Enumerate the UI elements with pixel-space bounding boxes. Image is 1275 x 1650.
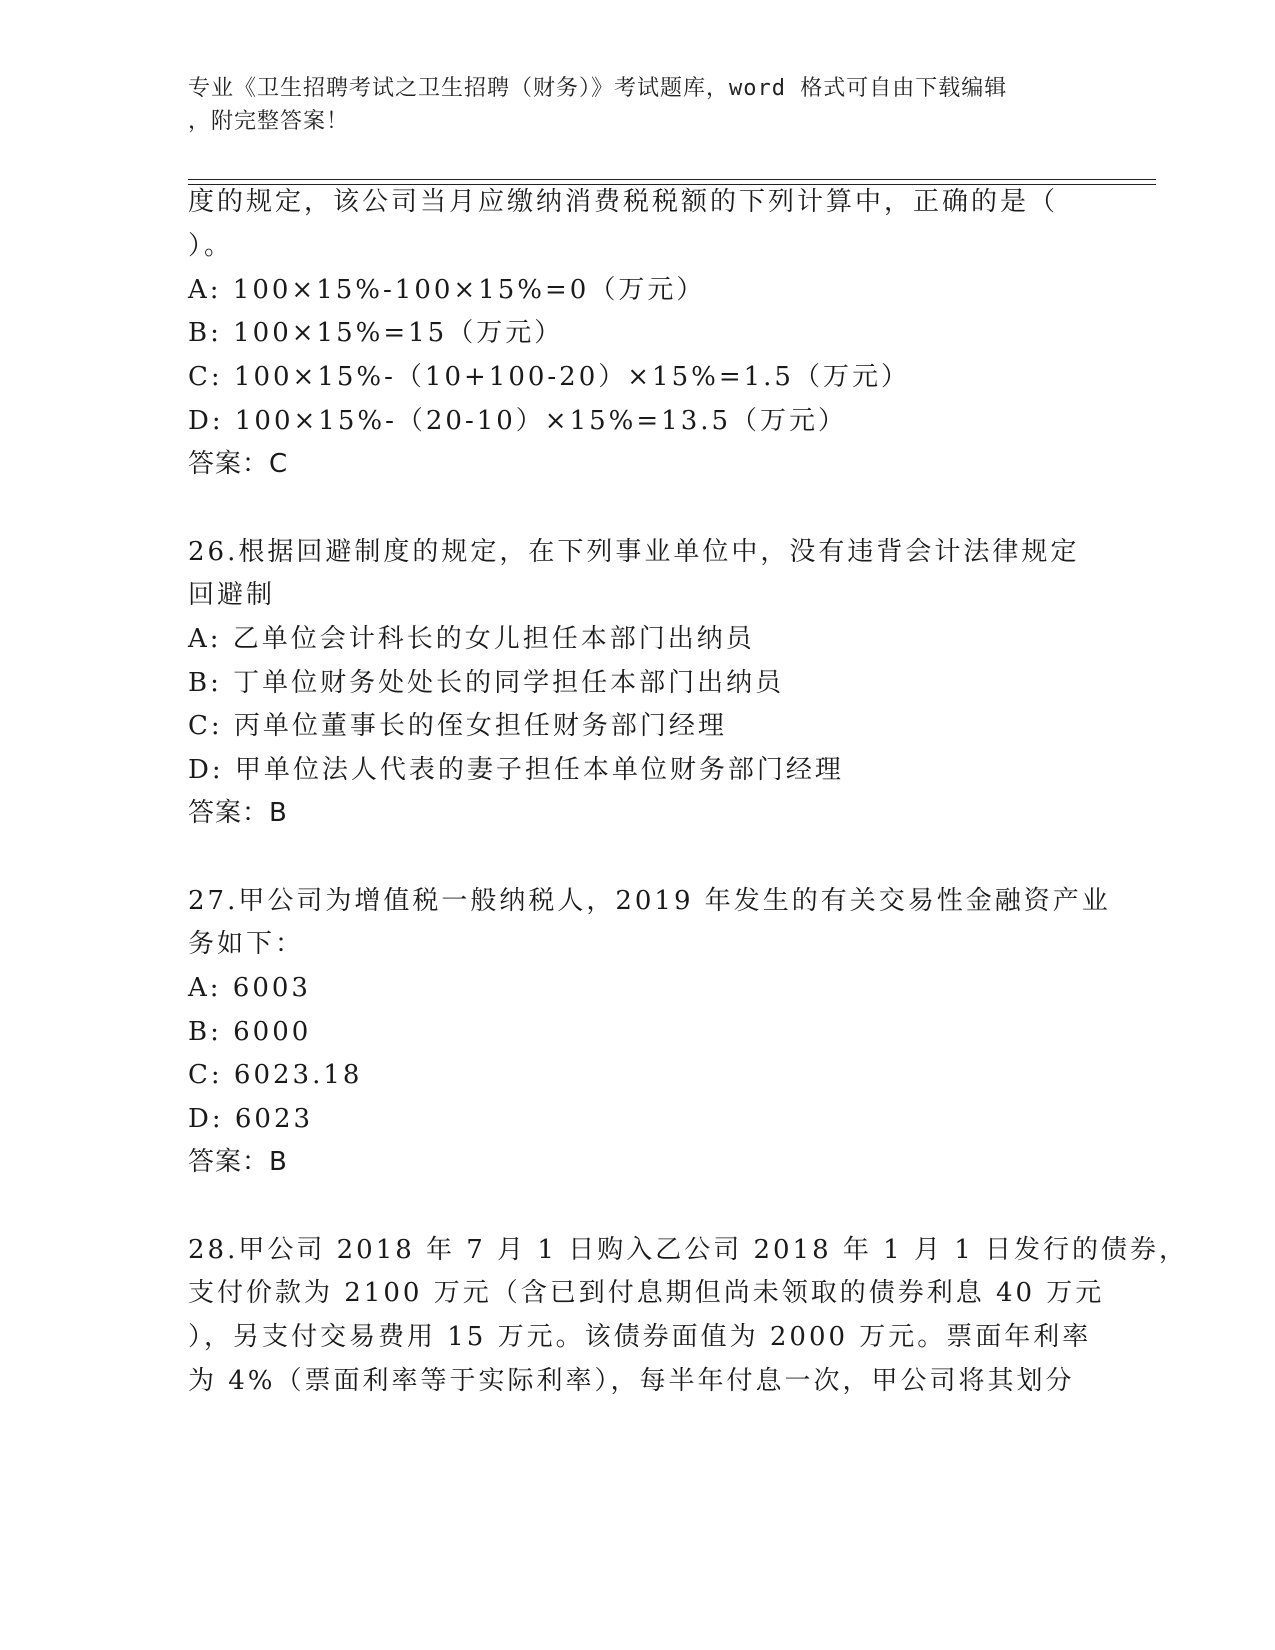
q26-answer: 答案：B [188,798,288,828]
q25-option-c: C: 100×15%-（10+100-20）×15%=1.5（万元） [188,362,910,392]
q25-option-d: D: 100×15%-（20-10）×15%=13.5（万元） [188,406,848,436]
header-divider-top [188,179,1156,180]
q27-option-d: D: 6023 [188,1104,314,1134]
q25-stem-line-1: 度的规定，该公司当月应缴纳消费税税额的下列计算中，正确的是（ [188,187,1059,217]
q25-stem-line-2: ）。 [188,231,234,261]
q27-stem-line-1: 27.甲公司为增值税一般纳税人，2019 年发生的有关交易性金融资产业 [188,886,1111,916]
q28-stem-line-3: ），另支付交易费用 15 万元。该债券面值为 2000 万元。票面年利率 [188,1322,1092,1352]
header-line-2: ，附完整答案！ [188,109,350,134]
q27-option-a: A: 6003 [188,973,311,1003]
q26-stem-line-2: 回避制 [188,580,276,610]
q25-option-b: B: 100×15%=15（万元） [188,318,564,348]
q27-stem-line-2: 务如下： [188,929,305,959]
header-divider-bottom [188,184,1156,185]
q26-option-b: B: 丁单位财务处处长的同学担任本部门出纳员 [188,668,785,698]
header-line-1: 专业《卫生招聘考试之卫生招聘（财务）》考试题库，word 格式可自由下载编辑 [188,76,1008,101]
q26-option-a: A: 乙单位会计科长的女儿担任本部门出纳员 [188,624,755,654]
q28-stem-line-1: 28.甲公司 2018 年 7 月 1 日购入乙公司 2018 年 1 月 1 日发行的债券， [188,1235,1189,1265]
q26-stem-line-1: 26.根据回避制度的规定，在下列事业单位中，没有违背会计法律规定 [188,537,1080,567]
document-header [188,72,1088,138]
q25-option-a: A: 100×15%-100×15%=0（万元） [188,275,706,305]
q27-answer: 答案：B [188,1147,288,1177]
q26-option-c: C: 丙单位董事长的侄女担任财务部门经理 [188,711,727,741]
q26-option-d: D: 甲单位法人代表的妻子担任本单位财务部门经理 [188,755,844,785]
q28-stem-line-4: 为 4%（票面利率等于实际利率），每半年付息一次，甲公司将其划分 [188,1366,1075,1396]
q28-stem-line-2: 支付价款为 2100 万元（含已到付息期但尚未领取的债券利息 40 万元 [188,1278,1105,1308]
q27-option-b: B: 6000 [188,1017,312,1047]
q25-answer: 答案：C [188,449,289,479]
q27-option-c: C: 6023.18 [188,1060,363,1090]
